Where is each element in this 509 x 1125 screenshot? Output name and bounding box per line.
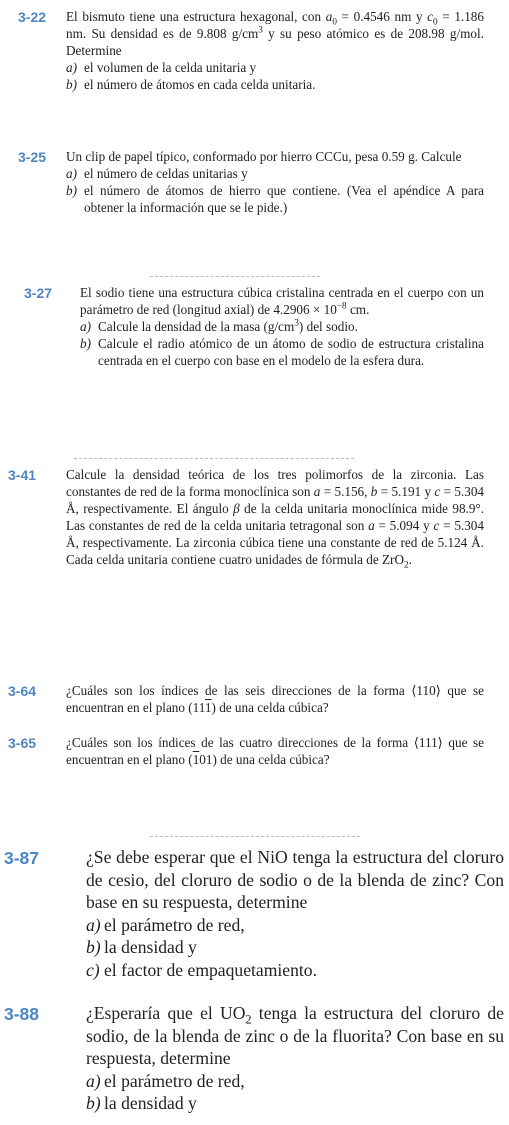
problem-number: 3-22 — [18, 9, 47, 25]
problem-body — [86, 1002, 504, 1115]
problem-stem: ¿Cuáles son los índices de las cuatro direcciones de la forma ⟨111⟩ que se encuentran en el plano (101) de una celda cúbica? — [66, 735, 484, 767]
separator — [150, 836, 360, 837]
list-item: a) el número de celdas unitarias y — [66, 166, 248, 181]
list-item: a) el parámetro de red, — [86, 1070, 245, 1091]
problem-stem: ¿Cuáles son los índices de las seis direcciones de la forma ⟨110⟩ que se encuentran en el plano (111) de una celda cúbica? — [66, 683, 484, 715]
list-item: b) la densidad y — [86, 1093, 197, 1113]
list-item: b) la densidad y — [86, 937, 197, 957]
problem-body — [80, 284, 484, 369]
list-item: a) el parámetro de red, — [86, 914, 245, 935]
problem-number: 3-88 — [4, 1004, 40, 1024]
problem-number: 3-65 — [8, 735, 37, 751]
problem-body — [66, 734, 484, 768]
separator — [150, 276, 320, 277]
problem-number: 3-41 — [8, 467, 37, 483]
problem-stem: Calcule la densidad teórica de los tres polimorfos de la zirconia. Las constantes de red de la forma monoclínica son a = 5.156, b = 5.191 y c = 5.304 Å, respectivamente. El ángulo β de la celda unitaria monoclínica mide 98.9°. Las constantes de red de la celda unitaria tetragonal son a = 5.094 y c = 5.304 Å, respectivamente. La zirconia cúbica tiene una constante de red de 5.124 Å. Cada celda unitaria contiene cuatro unidades de fórmula de ZrO$_2$. — [66, 467, 485, 570]
problem-number: 3-87 — [4, 848, 40, 868]
problem-number: 3-27 — [24, 285, 53, 301]
list-item: b) Calcule el radio atómico de un átomo de sodio de estructura cristalina centrada en el cuerpo con base en el modelo de la esfera dura. — [80, 336, 484, 368]
problem-stem: El bismuto tiene una estructura hexagonal, con $a_0 = 0.4546$ nm y $c_0 = 1.186$ nm. Su densidad es de 9.808 $g/cm^3$ y su peso atómico es de 208.98 g/mol. Determine — [66, 9, 484, 58]
problem-number: 3-25 — [18, 149, 47, 165]
separator — [74, 458, 354, 459]
list-item: a) Calcule la densidad de la masa $(g/cm^3)$ del sodio. — [80, 317, 358, 334]
problem-number: 3-64 — [8, 683, 37, 699]
problem-stem: ¿Esperaría que el $UO_2$ tenga la estructura del cloruro de sodio, de la blenda de zinc o de la fluorita? Con base en su respuesta, determine — [86, 1003, 504, 1068]
list-item: b) el número de átomos de hierro que contiene. (Vea el apéndice A para obtener la información que se le pide.) — [66, 183, 484, 215]
problem-stem: El sodio tiene una estructura cúbica cristalina centrada en el cuerpo con un parámetro de red (longitud axial) de $4.2906 \times 10^{-8}$ cm. — [80, 285, 484, 317]
problem-stem: ¿Se debe esperar que el NiO tenga la estructura del cloruro de cesio, del cloruro de sodio o de la blenda de zinc? Con base en su respuesta, determine — [86, 847, 504, 912]
problem-body — [66, 682, 484, 716]
problem-body — [66, 466, 484, 568]
problem-body — [86, 846, 504, 981]
problem-body — [66, 8, 484, 93]
list-item: a) el volumen de la celda unitaria y — [66, 60, 257, 75]
problem-stem: Un clip de papel típico, conformado por hierro CCCu, pesa 0.59 g. Calcule — [66, 149, 462, 164]
list-item: b) el número de átomos en cada celda unitaria. — [66, 77, 316, 92]
problem-body — [66, 148, 484, 216]
list-item: c) el factor de empaquetamiento. — [86, 959, 317, 980]
